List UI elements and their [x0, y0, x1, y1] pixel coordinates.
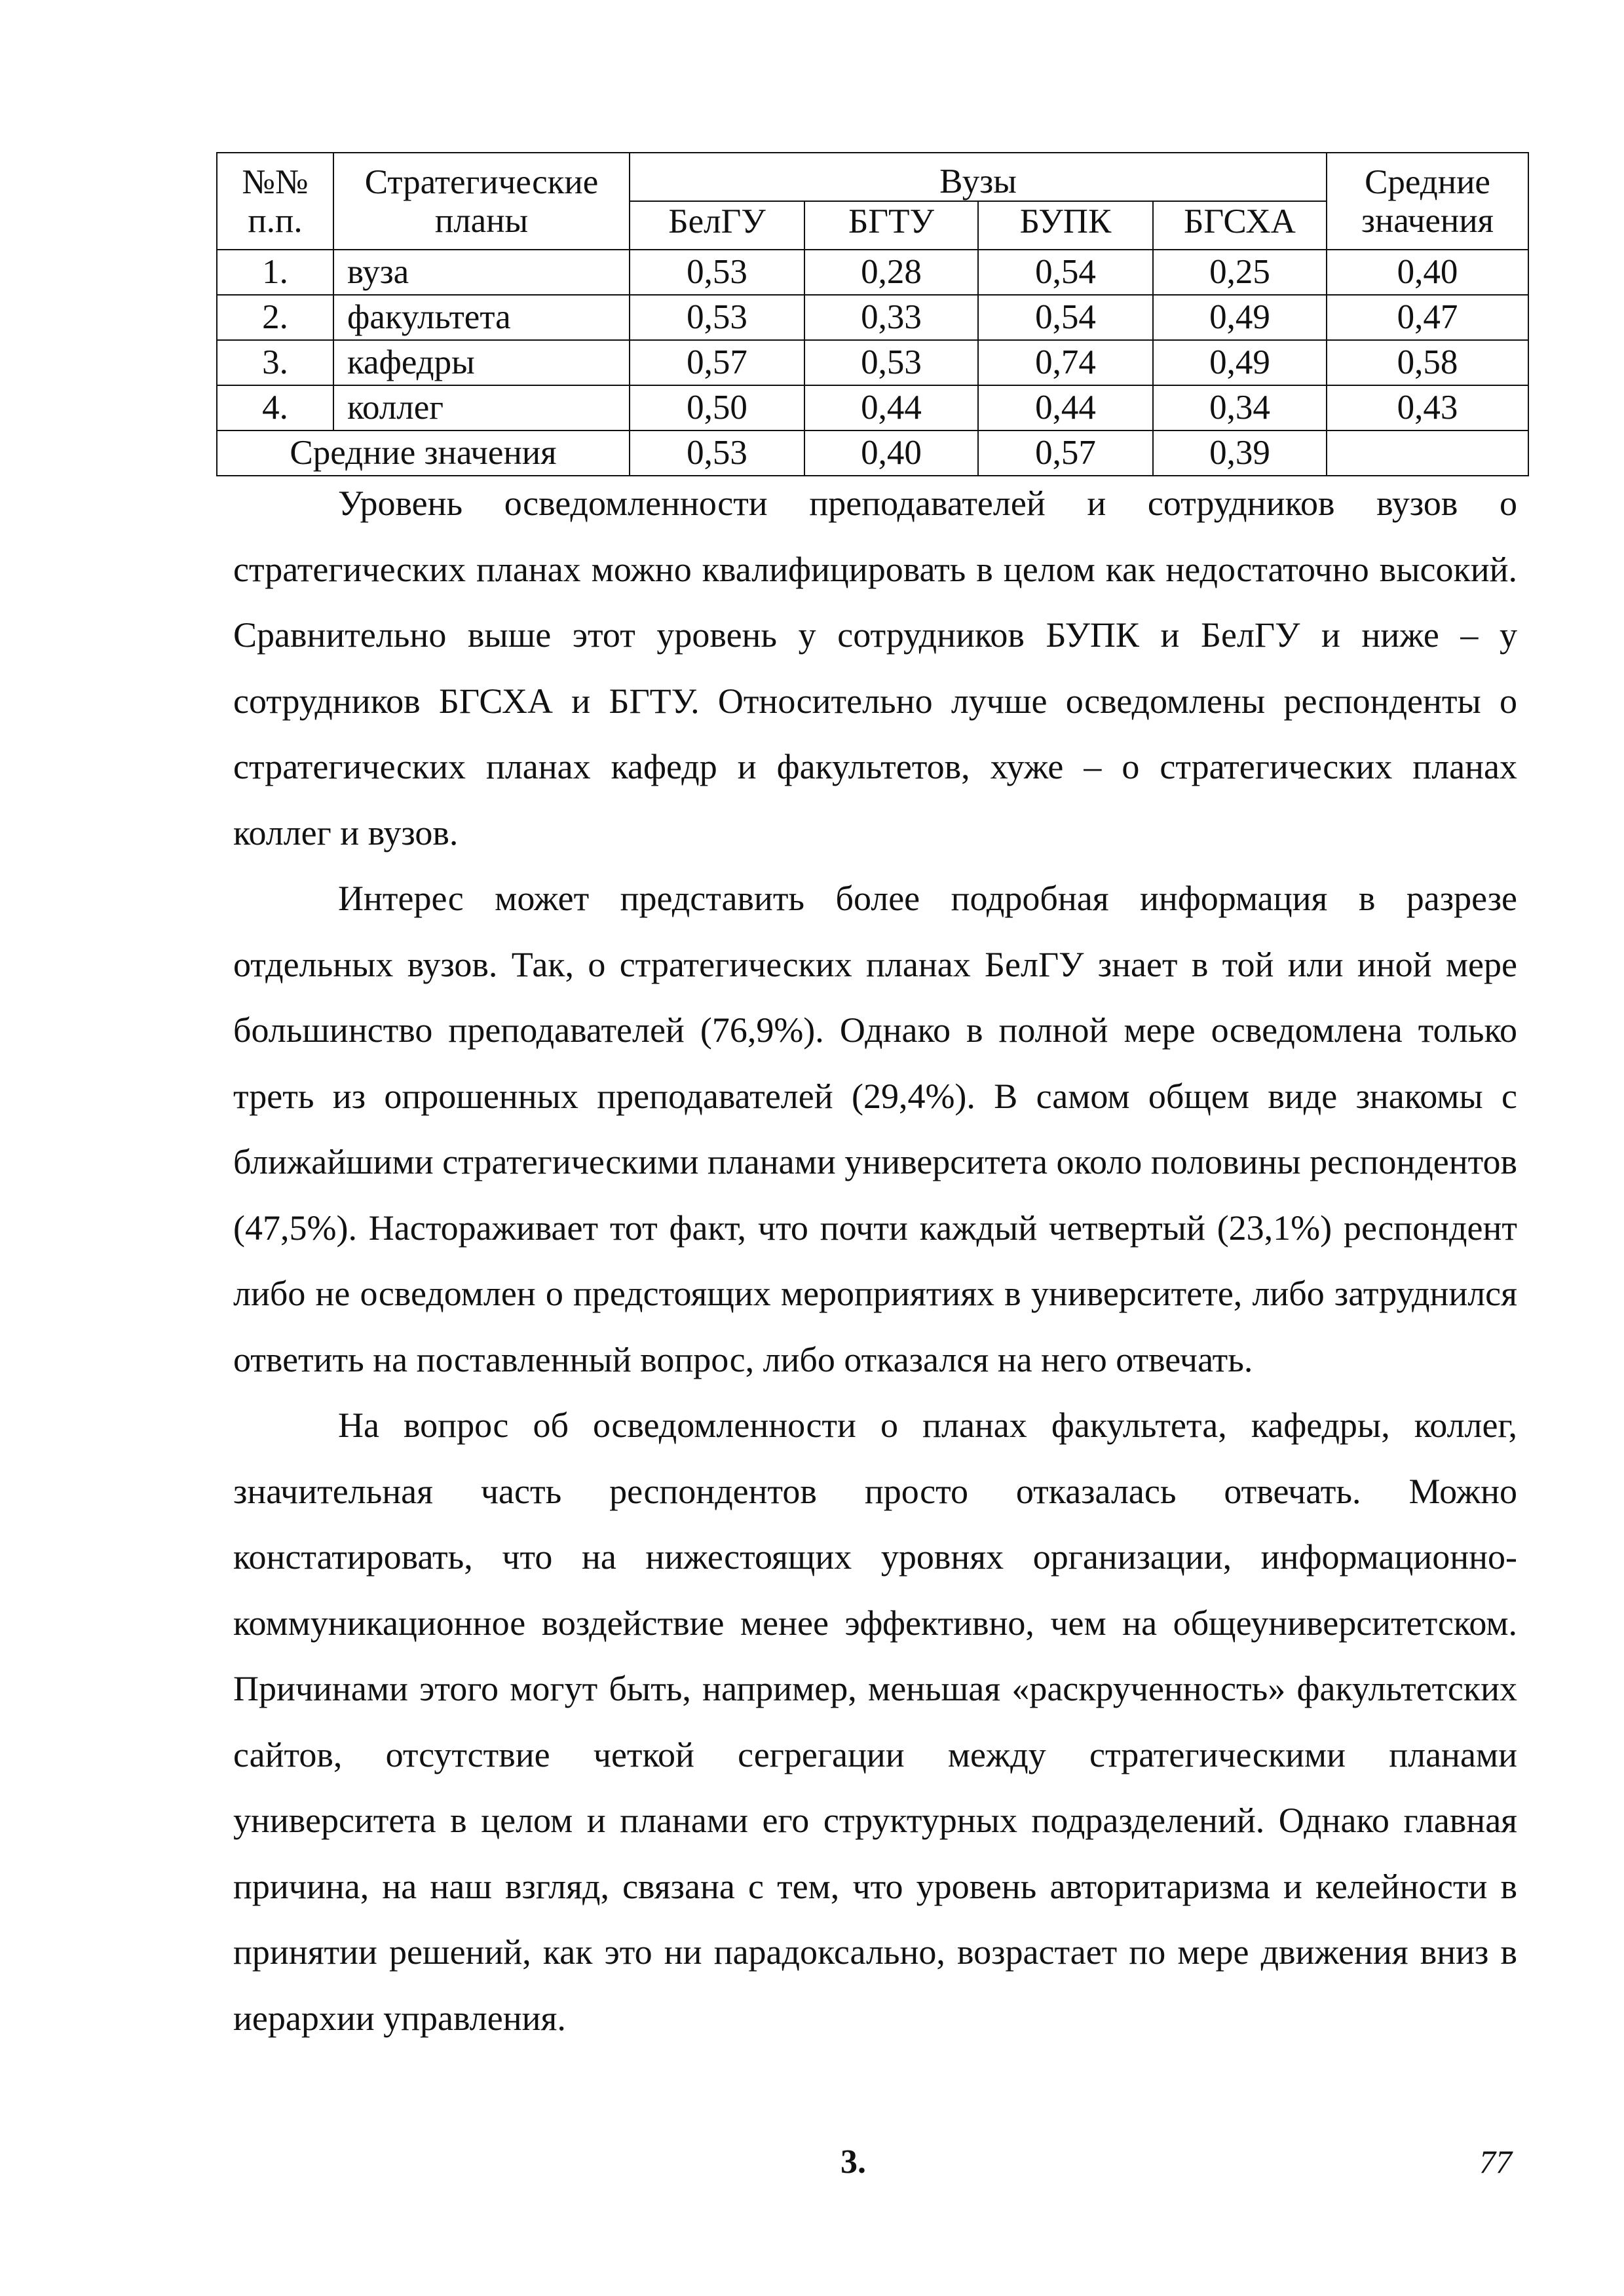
row-value: 0,28: [804, 250, 978, 295]
row-plan: факультета: [333, 295, 630, 340]
header-plans-2: планы: [333, 201, 630, 250]
table-row: [217, 295, 1528, 340]
row-value: 0,34: [1153, 385, 1327, 430]
row-value: 0,53: [630, 250, 804, 295]
header-average-2: значения: [1327, 201, 1528, 250]
row-value: 0,53: [630, 295, 804, 340]
header-num-2: п.п.: [217, 201, 333, 250]
row-value: 0,49: [1153, 295, 1327, 340]
table-row: [217, 250, 1528, 295]
row-num: 1.: [217, 250, 333, 295]
summary-average: [1327, 430, 1528, 476]
page-number: 77: [1479, 2143, 1512, 2180]
header-col-bgtu: БГТУ: [804, 201, 978, 250]
row-value: 0,25: [1153, 250, 1327, 295]
row-value: 0,44: [804, 385, 978, 430]
row-value: 0,50: [630, 385, 804, 430]
section-number: 3.: [840, 2143, 866, 2181]
row-average: 0,43: [1327, 385, 1528, 430]
summary-value: 0,39: [1153, 430, 1327, 476]
table-header-row-1: [217, 153, 1528, 201]
row-value: 0,54: [978, 250, 1153, 295]
summary-value: 0,57: [978, 430, 1153, 476]
row-value: 0,33: [804, 295, 978, 340]
paragraph: Интерес может представить более подробная информация в разрезе отдельных вузов. Так, о стратегических планах БелГУ знает в той или иной мере большинство преподавателей (76,9%). Однако в полной мере осведомлена только треть из опрошенных преподавателей (29,4%). В самом общем виде знакомы с ближайшими стратегическими планами университета около половины респондентов (47,5%). Настораживает тот факт, что почти каждый четвертый (23,1%) респондент либо не осведомлен о предстоящих мероприятиях в университете, либо затруднился ответить на поставленный вопрос, либо отказался на него отвечать.: [233, 879, 1517, 1379]
row-num: 2.: [217, 295, 333, 340]
row-average: 0,40: [1327, 250, 1528, 295]
header-universities: Вузы: [630, 153, 1327, 201]
header-col-bupk: БУПК: [978, 201, 1153, 250]
row-plan: коллег: [333, 385, 630, 430]
paragraph: На вопрос об осведомленности о планах факультета, кафедры, коллег, значительная часть респондентов просто отказалась отвечать. Можно констатировать, что на нижестоящих уровнях организации, информационно-коммуникационное воздействие менее эффективно, чем на общеуниверситетском. Причинами этого могут быть, например, меньшая «раскрученность» факультетских сайтов, отсутствие четкой сегрегации между стратегическими планами университета в целом и планами его структурных подразделений. Однако главная причина, на наш взгляд, связана с тем, что уровень авторитаризма и келейности в принятии решений, как это ни парадоксально, возрастает по мере движения вниз в иерархии управления.: [233, 1406, 1517, 2038]
row-num: 4.: [217, 385, 333, 430]
row-num: 3.: [217, 340, 333, 385]
summary-value: 0,40: [804, 430, 978, 476]
header-col-bgsha: БГСХА: [1153, 201, 1327, 250]
header-plans: Стратегические: [333, 153, 630, 201]
header-num: №№: [217, 153, 333, 201]
row-plan: кафедры: [333, 340, 630, 385]
row-average: 0,47: [1327, 295, 1528, 340]
table-row: [217, 340, 1528, 385]
table-header-row-2: [217, 201, 1528, 250]
row-value: 0,57: [630, 340, 804, 385]
row-value: 0,74: [978, 340, 1153, 385]
body-text: [233, 470, 1517, 2051]
row-value: 0,44: [978, 385, 1153, 430]
row-value: 0,49: [1153, 340, 1327, 385]
summary-value: 0,53: [630, 430, 804, 476]
header-average: Средние: [1327, 153, 1528, 201]
row-plan: вуза: [333, 250, 630, 295]
strategic-plans-table: [216, 152, 1529, 476]
row-value: 0,54: [978, 295, 1153, 340]
table-row: [217, 385, 1528, 430]
row-average: 0,58: [1327, 340, 1528, 385]
summary-label: Средние значения: [217, 430, 630, 476]
row-value: 0,53: [804, 340, 978, 385]
header-col-belgu: БелГУ: [630, 201, 804, 250]
paragraph: Уровень осведомленности преподавателей и сотрудников вузов о стратегических планах можно квалифицировать в целом как недостаточно высокий. Сравнительно выше этот уровень у сотрудников БУПК и БелГУ и ниже – у сотрудников БГСХА и БГТУ. Относительно лучше осведомлены респонденты о стратегических планах кафедр и факультетов, хуже – о стратегических планах коллег и вузов.: [233, 484, 1517, 852]
table-summary-row: [217, 430, 1528, 476]
